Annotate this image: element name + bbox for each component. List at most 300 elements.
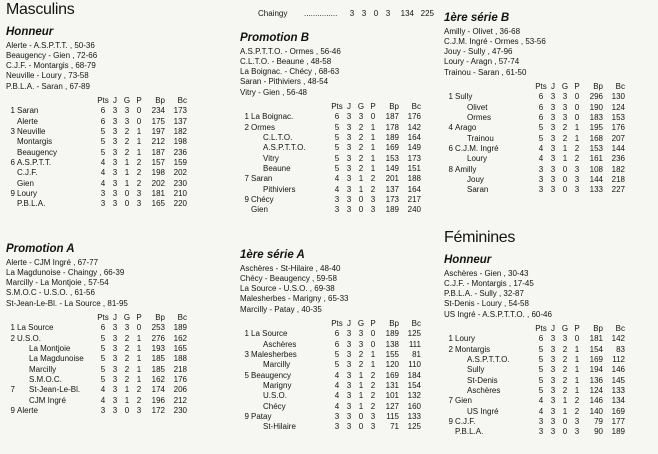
- cell-j: 3: [550, 185, 556, 195]
- cell-j: 3: [112, 374, 118, 384]
- cell-bp: 175: [151, 116, 165, 126]
- cell-g: 1: [358, 184, 364, 194]
- cell-bp: 168: [589, 133, 603, 143]
- cell-g: 1: [358, 401, 364, 411]
- header-spacer: [240, 102, 251, 112]
- cell-rank: [240, 381, 251, 391]
- cell-j: 3: [346, 329, 352, 339]
- cell-bc: 153: [611, 113, 625, 123]
- cell-j: 3: [346, 194, 352, 204]
- cell-rank: 7: [448, 396, 453, 406]
- cell-g: 0: [124, 405, 130, 415]
- match-result: Marcilly - Patay , 40-35: [240, 304, 322, 314]
- cell-team: Aschères: [263, 339, 297, 349]
- column-header: G: [357, 319, 365, 329]
- cell-bp: 212: [151, 137, 165, 147]
- cell-rank: 8: [448, 164, 453, 174]
- cell-bc: 133: [407, 411, 421, 421]
- cell-pts: 5: [538, 123, 544, 133]
- cell-p: 0: [574, 113, 580, 123]
- match-result: Vitry - Gien , 56-48: [240, 87, 307, 97]
- cell-p: 1: [136, 147, 142, 157]
- match-result: C.L.T.O. - Beaune , 48-58: [240, 56, 332, 66]
- cell-pts: 3: [334, 411, 340, 421]
- column-header: G: [357, 102, 365, 112]
- cell-g: 3: [124, 116, 130, 126]
- cell-team: C.J.F.: [455, 416, 476, 426]
- column-header: P: [574, 324, 580, 334]
- cell-bc: 188: [173, 354, 187, 364]
- cell-bp: 165: [151, 199, 165, 209]
- table-row: [444, 334, 627, 344]
- cell-team: U.S.O.: [263, 391, 288, 401]
- table-row: [444, 417, 627, 427]
- cell-pts: 4: [538, 406, 544, 416]
- cell-bc: 165: [173, 344, 187, 354]
- header-spacer: [251, 319, 331, 329]
- table-row: [6, 406, 189, 416]
- cell-bc: 142: [611, 334, 625, 344]
- cell-pts: 4: [100, 395, 106, 405]
- cell-p: 1: [136, 333, 142, 343]
- cell-bp: 189: [385, 205, 399, 215]
- cell-rank: [444, 365, 455, 375]
- cell-rank: [240, 164, 251, 174]
- cell-g: 1: [124, 385, 130, 395]
- cell-pts: 6: [538, 102, 544, 112]
- cell-j: 3: [550, 102, 556, 112]
- table-row: [444, 175, 627, 185]
- cell-bp: 185: [151, 354, 165, 364]
- cell-p: 1: [370, 163, 376, 173]
- table-row: [240, 112, 423, 122]
- cell-p: 3: [574, 185, 580, 195]
- cell-bc: 124: [611, 102, 625, 112]
- column-header: Pts: [97, 313, 109, 323]
- cell-j: 3: [346, 360, 352, 370]
- cell-p: 2: [370, 380, 376, 390]
- column-header: P: [370, 102, 376, 112]
- match-result: C.J.F. - Montargis , 17-45: [444, 278, 534, 288]
- cell-team: Ormes: [251, 122, 275, 132]
- cell-j: 3: [112, 405, 118, 415]
- match-result: Alerte - CJM Ingré , 67-77: [6, 257, 99, 267]
- cell-g: 2: [562, 123, 568, 133]
- match-result: US Ingré - A.S.P.T.T.O. , 60-46: [444, 309, 552, 319]
- cell-team: Jouy: [467, 174, 484, 184]
- cell-team: S.M.O.C.: [29, 374, 62, 384]
- cell-j: 3: [112, 127, 118, 137]
- section-heading: Honneur: [6, 26, 54, 38]
- cell-g: 2: [358, 122, 364, 132]
- cell-team: Patay: [251, 411, 272, 421]
- cell-bc: 177: [611, 416, 625, 426]
- cell-g: 0: [562, 185, 568, 195]
- cell-team: Trainou: [467, 133, 494, 143]
- cell-rank: [240, 340, 251, 350]
- cell-rank: [6, 364, 17, 374]
- column-header: P: [136, 96, 142, 106]
- cell-pts: 5: [334, 122, 340, 132]
- cell-team: Beaugency: [17, 147, 58, 157]
- cell-rank: [240, 391, 251, 401]
- cell-pts: 5: [100, 127, 106, 137]
- cell-bc: 173: [173, 106, 187, 116]
- cell-pts: 4: [100, 178, 106, 188]
- cell-g: 2: [562, 375, 568, 385]
- cell-bp: 144: [589, 174, 603, 184]
- cell-pts: 6: [334, 339, 340, 349]
- table-row: [6, 117, 189, 127]
- chaingy-pts: 3: [349, 9, 355, 18]
- table-row: [240, 370, 423, 380]
- cell-p: 0: [574, 334, 580, 344]
- cell-bc: 236: [611, 154, 625, 164]
- table-row: [6, 375, 189, 385]
- table-row: [240, 340, 423, 350]
- cell-g: 0: [562, 174, 568, 184]
- header-spacer: [6, 96, 17, 106]
- cell-bp: 189: [385, 329, 399, 339]
- cell-rank: [240, 360, 251, 370]
- cell-team: Gien: [251, 205, 268, 215]
- cell-pts: 5: [334, 360, 340, 370]
- cell-p: 2: [136, 385, 142, 395]
- cell-team: C.L.T.O.: [263, 133, 293, 143]
- cell-p: 1: [574, 123, 580, 133]
- cell-bc: 164: [407, 133, 421, 143]
- section-heading: Promotion B: [240, 32, 309, 44]
- cell-bc: 142: [407, 122, 421, 132]
- cell-p: 2: [136, 157, 142, 167]
- cell-rank: 2: [244, 122, 249, 132]
- cell-j: 3: [346, 122, 352, 132]
- cell-team: Sully: [467, 365, 485, 375]
- cell-j: 3: [112, 116, 118, 126]
- table-row: [444, 113, 627, 123]
- cell-bp: 187: [151, 147, 165, 157]
- cell-j: 3: [550, 355, 556, 365]
- cell-pts: 6: [538, 334, 544, 344]
- cell-rank: [6, 168, 17, 178]
- cell-bp: 183: [589, 113, 603, 123]
- match-result: P.B.L.A. - Saran , 67-89: [6, 81, 90, 91]
- table-row: [444, 185, 627, 195]
- cell-pts: 5: [100, 344, 106, 354]
- cell-j: 3: [346, 370, 352, 380]
- cell-bc: 149: [407, 143, 421, 153]
- match-result: Jouy - Sully , 47-96: [444, 47, 513, 57]
- cell-rank: [444, 406, 455, 416]
- cell-j: 3: [550, 365, 556, 375]
- table-row: [6, 147, 189, 157]
- cell-bp: 173: [385, 194, 399, 204]
- cell-team: Malesherbes: [251, 350, 297, 360]
- cell-bc: 125: [407, 329, 421, 339]
- cell-bp: 124: [589, 385, 603, 395]
- cell-bc: 144: [611, 143, 625, 153]
- cell-j: 3: [112, 137, 118, 147]
- cell-bc: 182: [611, 164, 625, 174]
- standings-table: [444, 82, 627, 195]
- cell-g: 2: [124, 344, 130, 354]
- cell-p: 3: [136, 199, 142, 209]
- column-header: Bc: [177, 96, 187, 106]
- cell-j: 3: [112, 157, 118, 167]
- column-header: J: [347, 102, 351, 112]
- match-result: La Magdunoise - Chaingy , 66-39: [6, 267, 125, 277]
- cell-rank: 9: [10, 405, 15, 415]
- cell-bp: 115: [386, 411, 399, 421]
- cell-pts: 6: [100, 116, 106, 126]
- cell-rank: 9: [244, 411, 249, 421]
- cell-j: 3: [346, 133, 352, 143]
- table-row: [444, 396, 627, 406]
- cell-pts: 5: [538, 133, 544, 143]
- cell-bp: 137: [385, 184, 399, 194]
- cell-team: Marigny: [263, 380, 292, 390]
- cell-p: 0: [574, 102, 580, 112]
- match-result: Amilly - Olivet , 36-68: [444, 26, 521, 36]
- cell-pts: 3: [334, 205, 340, 215]
- cell-bc: 189: [611, 427, 625, 437]
- cell-rank: [444, 103, 455, 113]
- cell-pts: 5: [538, 344, 544, 354]
- cell-team: A.S.P.T.T.O.: [263, 143, 306, 153]
- cell-g: 1: [562, 143, 568, 153]
- column-header: G: [123, 96, 131, 106]
- cell-bp: 71: [390, 422, 399, 432]
- cell-pts: 5: [100, 354, 106, 364]
- table-row: [240, 123, 423, 133]
- standings-header: [240, 319, 423, 329]
- cell-team: Chécy: [251, 194, 274, 204]
- column-header: J: [551, 324, 555, 334]
- cell-rank: [444, 386, 455, 396]
- match-result: S.M.O.C - U.S.O. , 61-56: [6, 288, 95, 298]
- cell-bp: 169: [385, 143, 399, 153]
- cell-g: 2: [124, 354, 130, 364]
- cell-j: 3: [346, 174, 352, 184]
- cell-bc: 132: [407, 391, 421, 401]
- cell-rank: [444, 355, 455, 365]
- cell-team: P.B.L.A.: [455, 427, 484, 437]
- cell-pts: 4: [334, 391, 340, 401]
- cell-bp: 90: [594, 427, 603, 437]
- cell-p: 2: [370, 391, 376, 401]
- cell-team: La Magdunoise: [29, 354, 84, 364]
- table-row: [6, 344, 189, 354]
- cell-team: Olivet: [467, 102, 488, 112]
- cell-bp: 153: [385, 153, 399, 163]
- cell-j: 3: [550, 113, 556, 123]
- cell-j: 3: [346, 163, 352, 173]
- table-row: [6, 127, 189, 137]
- match-result: Trainou - Saran , 61-50: [444, 67, 527, 77]
- table-row: [444, 406, 627, 416]
- cell-pts: 5: [538, 365, 544, 375]
- table-row: [240, 153, 423, 163]
- cell-pts: 5: [538, 375, 544, 385]
- cell-pts: 3: [538, 185, 544, 195]
- cell-pts: 5: [334, 143, 340, 153]
- chaingy-team: Chaingy: [258, 9, 288, 18]
- cell-p: 3: [574, 164, 580, 174]
- cell-team: Ormes: [467, 113, 491, 123]
- cell-team: Neuville: [17, 127, 46, 137]
- cell-p: 2: [574, 154, 580, 164]
- cell-bp: 131: [385, 380, 399, 390]
- cell-p: 2: [370, 184, 376, 194]
- cell-bc: 145: [611, 375, 625, 385]
- table-row: [6, 137, 189, 147]
- table-row: [240, 133, 423, 143]
- cell-j: 3: [346, 391, 352, 401]
- standings-table: [444, 324, 627, 437]
- cell-pts: 5: [334, 153, 340, 163]
- column-header: Pts: [535, 82, 547, 92]
- table-row: [6, 385, 189, 395]
- table-row: [240, 195, 423, 205]
- cell-p: 3: [136, 405, 142, 415]
- table-row: [444, 103, 627, 113]
- cell-bp: 276: [151, 333, 165, 343]
- cell-team: US Ingré: [467, 406, 499, 416]
- table-row: [240, 205, 423, 215]
- table-row: [6, 178, 189, 188]
- masculins-title: Masculins: [6, 1, 75, 18]
- cell-bp: 108: [589, 164, 603, 174]
- cell-pts: 3: [538, 164, 544, 174]
- cell-g: 2: [124, 333, 130, 343]
- cell-team: Alerte: [17, 405, 38, 415]
- table-row: [240, 184, 423, 194]
- cell-j: 3: [550, 143, 556, 153]
- section-heading: Promotion A: [6, 243, 75, 255]
- cell-bc: 220: [173, 199, 187, 209]
- table-row: [240, 174, 423, 184]
- cell-pts: 3: [538, 416, 544, 426]
- cell-p: 1: [370, 350, 376, 360]
- standings-table: [6, 313, 189, 416]
- standings-header: [444, 324, 627, 334]
- cell-rank: 4: [448, 123, 453, 133]
- cell-bp: 79: [594, 416, 603, 426]
- cell-bc: 240: [407, 205, 421, 215]
- standings-header: [240, 102, 423, 112]
- column-header: P: [574, 82, 580, 92]
- cell-p: 3: [370, 194, 376, 204]
- table-row: [240, 143, 423, 153]
- chaingy-row: [258, 10, 434, 18]
- cell-g: 1: [124, 395, 130, 405]
- column-header: Pts: [331, 319, 343, 329]
- cell-bc: 146: [611, 365, 625, 375]
- cell-p: 1: [574, 133, 580, 143]
- section-heading: 1ère série B: [444, 12, 510, 24]
- cell-bc: 137: [173, 116, 187, 126]
- cell-bp: 155: [385, 350, 399, 360]
- cell-bc: 210: [173, 188, 187, 198]
- cell-pts: 3: [334, 194, 340, 204]
- column-header: P: [136, 313, 142, 323]
- cell-bp: 193: [151, 344, 165, 354]
- cell-team: Sully: [455, 92, 473, 102]
- cell-j: 3: [346, 205, 352, 215]
- cell-p: 0: [136, 323, 142, 333]
- cell-j: 3: [346, 380, 352, 390]
- leader-dots: ...............: [304, 9, 338, 18]
- column-header: J: [347, 319, 351, 329]
- table-row: [444, 133, 627, 143]
- match-result: Malesherbes - Marigny , 65-33: [240, 294, 349, 304]
- cell-team: A.S.P.T.T.: [17, 157, 52, 167]
- column-header: P: [370, 319, 376, 329]
- cell-pts: 5: [334, 163, 340, 173]
- section-serie1-b: [444, 13, 627, 195]
- cell-g: 1: [124, 168, 130, 178]
- cell-pts: 3: [334, 422, 340, 432]
- cell-j: 3: [550, 164, 556, 174]
- cell-team: Gien: [455, 396, 472, 406]
- cell-j: 3: [550, 416, 556, 426]
- cell-g: 1: [358, 391, 364, 401]
- table-row: [444, 123, 627, 133]
- cell-bp: 133: [589, 185, 603, 195]
- cell-bp: 140: [589, 406, 603, 416]
- cell-team: Loury: [455, 334, 476, 344]
- cell-p: 1: [370, 360, 376, 370]
- cell-rank: 9: [448, 416, 453, 426]
- cell-j: 3: [550, 123, 556, 133]
- cell-p: 2: [136, 168, 142, 178]
- section-heading: 1ère série A: [240, 249, 305, 261]
- match-result: C.J.F. - Montargis , 68-79: [6, 61, 96, 71]
- cell-bc: 130: [611, 92, 625, 102]
- cell-rank: [444, 185, 455, 195]
- cell-j: 3: [112, 364, 118, 374]
- cell-g: 1: [562, 154, 568, 164]
- table-row: [6, 158, 189, 168]
- match-result: C.J.M. Ingré - Ormes , 53-56: [444, 36, 546, 46]
- cell-pts: 3: [100, 188, 106, 198]
- table-row: [240, 422, 423, 432]
- cell-g: 3: [358, 339, 364, 349]
- cell-rank: [240, 153, 251, 163]
- cell-j: 3: [550, 92, 556, 102]
- cell-team: P.B.L.A.: [17, 199, 46, 209]
- match-result: Alerte - A.S.P.T.T. , 50-36: [6, 40, 95, 50]
- cell-bc: 176: [611, 123, 625, 133]
- cell-bp: 146: [589, 396, 603, 406]
- cell-j: 3: [346, 143, 352, 153]
- cell-team: St-Hilaire: [263, 422, 296, 432]
- cell-j: 3: [346, 184, 352, 194]
- cell-pts: 4: [334, 370, 340, 380]
- cell-j: 3: [112, 385, 118, 395]
- header-spacer: [6, 313, 17, 323]
- cell-rank: 6: [10, 157, 15, 167]
- cell-bc: 125: [407, 422, 421, 432]
- cell-p: 0: [136, 106, 142, 116]
- table-row: [6, 106, 189, 116]
- cell-team: Loury: [17, 188, 38, 198]
- cell-bp: 162: [151, 374, 165, 384]
- table-row: [240, 412, 423, 422]
- cell-team: St-Jean-Le-Bl.: [29, 385, 81, 395]
- cell-bc: 173: [407, 153, 421, 163]
- cell-rank: 1: [244, 329, 249, 339]
